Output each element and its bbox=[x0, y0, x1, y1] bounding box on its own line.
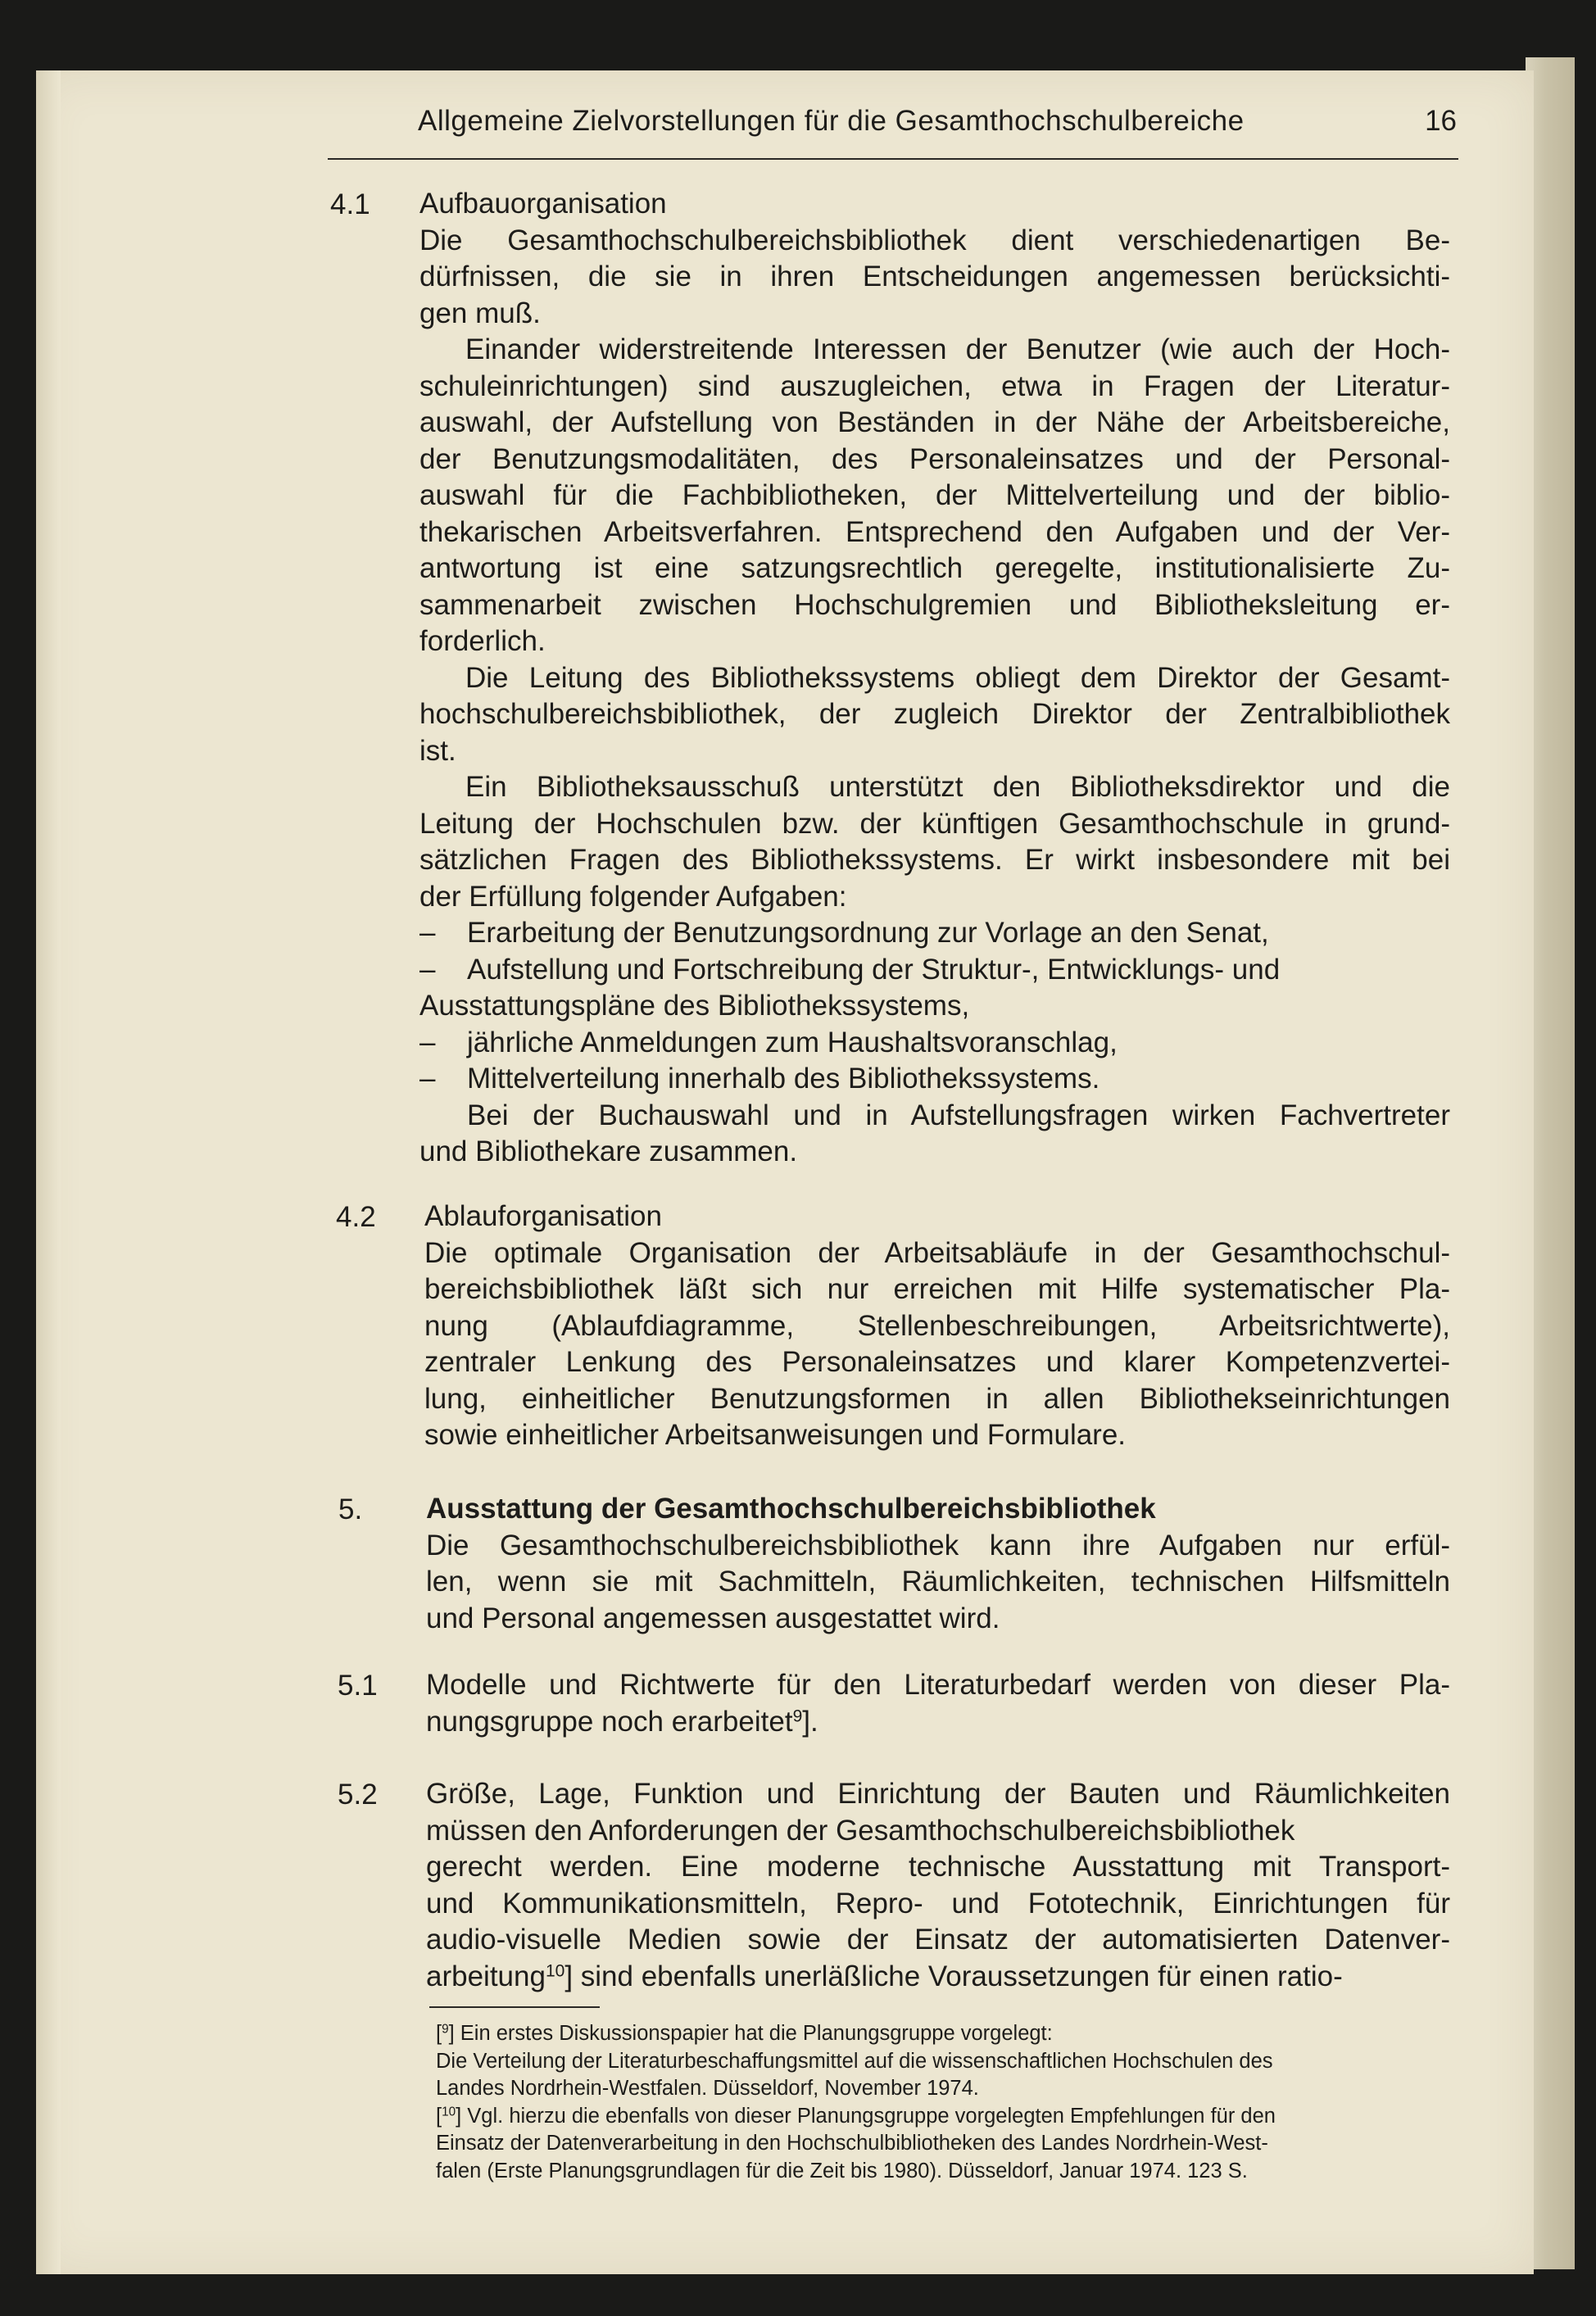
text-line: audio-visuelle Medien sowie der Einsatz der automatisierten Datenver- bbox=[426, 1924, 1450, 1956]
text-line: Einander widerstreitende Interessen der Benutzer (wie auch der Hoch- bbox=[465, 333, 1450, 365]
section-number: 5.2 bbox=[338, 1779, 378, 1811]
text-line: lung, einheitlicher Benutzungsformen in allen Bibliothekseinrichtungen bbox=[424, 1382, 1450, 1415]
text-line: Leitung der Hochschulen bzw. der künftigen Gesamthochschule in grund- bbox=[419, 807, 1450, 840]
footnote-9-line bbox=[436, 2020, 1434, 2048]
list-item-text: Aufstellung und Fortschreibung der Struktur-, Entwicklungs- und bbox=[467, 953, 1281, 986]
section-number: 4.1 bbox=[330, 188, 370, 220]
text-segment: arbeitung bbox=[426, 1960, 546, 1992]
text-line: gen muß. bbox=[419, 297, 541, 329]
section-number: 5.1 bbox=[338, 1670, 378, 1702]
text-line: dürfnissen, die sie in ihren Entscheidungen angemessen berücksichti- bbox=[419, 261, 1450, 292]
text-line: Bei der Buchauswahl und in Aufstellungsfragen wirken Fachvertreter bbox=[467, 1099, 1450, 1131]
text-line: und Personal angemessen ausgestattet wird. bbox=[426, 1602, 1000, 1634]
text-segment: ] sind ebenfalls unerläßliche Voraussetzungen für einen ratio- bbox=[564, 1960, 1343, 1992]
footnote-10-line bbox=[436, 2103, 1434, 2131]
running-header bbox=[418, 105, 1457, 146]
list-item-text: Erarbeitung der Benutzungsordnung zur Vorlage an den Senat, bbox=[467, 917, 1269, 949]
list-dash: – bbox=[419, 953, 436, 986]
page-gutter bbox=[36, 70, 61, 2274]
text-line: und Kommunikationsmitteln, Repro- und Fototechnik, Einrichtungen für bbox=[426, 1887, 1450, 1919]
footnote-text: falen (Erste Planungsgrundlagen für die Zeit bis 1980). Düsseldorf, Januar 1974. 123 S. bbox=[436, 2159, 1248, 2182]
text-segment: ]. bbox=[802, 1705, 818, 1738]
text-segment: nungsgruppe noch erarbeitet bbox=[426, 1705, 793, 1738]
list-item bbox=[419, 1061, 1450, 1098]
text-line bbox=[426, 1959, 1450, 1996]
list-item-text: jährliche Anmeldungen zum Haushaltsvoranschlag, bbox=[467, 1026, 1118, 1058]
text-line: sammenarbeit zwischen Hochschulgremien und Bibliotheksleitung er- bbox=[419, 588, 1450, 621]
text-line: thekarischen Arbeitsverfahren. Entsprechend den Aufgaben und der Ver- bbox=[419, 515, 1450, 548]
list-dash: – bbox=[419, 1026, 436, 1058]
text-line: gerecht werden. Eine moderne technische Ausstattung mit Transport- bbox=[426, 1851, 1450, 1883]
text-line: bereichsbibliothek läßt sich nur erreichen mit Hilfe systematischer Pla- bbox=[424, 1273, 1450, 1305]
list-item bbox=[419, 952, 1450, 989]
text-line: Die Gesamthochschulbereichsbibliothek dient verschiedenartigen Be- bbox=[419, 224, 1450, 256]
list-item bbox=[419, 915, 1450, 952]
text-line: Die Gesamthochschulbereichsbibliothek kann ihre Aufgaben nur erfül- bbox=[426, 1529, 1450, 1561]
text-line: und Bibliothekare zusammen. bbox=[419, 1135, 798, 1167]
footnote-mark: 10 bbox=[442, 2105, 456, 2119]
footnote-text: Die Verteilung der Literaturbeschaffungsmittel auf die wissenschaftlichen Hochschulen des bbox=[436, 2049, 1273, 2073]
section-body bbox=[419, 186, 1450, 1171]
section-heading: Ausstattung der Gesamthochschulbereichsbibliothek bbox=[426, 1493, 1156, 1525]
page-number: 16 bbox=[1425, 105, 1457, 137]
running-header-title: Allgemeine Zielvorstellungen für die Gesamthochschulbereiche bbox=[418, 105, 1245, 137]
list-item-text: Mittelverteilung innerhalb des Bibliothekssystems. bbox=[467, 1063, 1100, 1095]
text-line: schuleinrichtungen) sind auszugleichen, etwa in Fragen der Literatur- bbox=[419, 369, 1450, 402]
text-line: der Benutzungsmodalitäten, des Personaleinsatzes und der Personal- bbox=[419, 442, 1450, 475]
section-body bbox=[426, 1667, 1450, 1740]
footnotes bbox=[436, 2020, 1434, 2185]
list-item bbox=[419, 1025, 1450, 1062]
footnote-text: Landes Nordrhein-Westfalen. Düsseldorf, November 1974. bbox=[436, 2077, 979, 2100]
section-heading: Aufbauorganisation bbox=[419, 188, 667, 220]
footnote-mark-close: ] bbox=[456, 2104, 462, 2128]
text-line: zentraler Lenkung des Personaleinsatzes und klarer Kompetenzvertei- bbox=[424, 1346, 1450, 1378]
text-line: sowie einheitlicher Arbeitsanweisungen und Formulare. bbox=[424, 1419, 1127, 1451]
text-line: auswahl, der Aufstellung von Beständen in der Nähe der Arbeitsbereiche, bbox=[419, 406, 1450, 438]
text-line: len, wenn sie mit Sachmitteln, Räumlichkeiten, technischen Hilfsmitteln bbox=[426, 1566, 1450, 1598]
text-line: Größe, Lage, Funktion und Einrichtung der Bauten und Räumlichkeiten bbox=[426, 1778, 1450, 1810]
footnote-text: Einsatz der Datenverarbeitung in den Hochschulbibliotheken des Landes Nordrhein-West- bbox=[436, 2132, 1268, 2155]
text-line: Die Leitung des Bibliothekssystems obliegt dem Direktor der Gesamt- bbox=[465, 661, 1450, 694]
footnote-ref[interactable]: 10 bbox=[545, 1960, 565, 1980]
text-line: hochschulbereichsbibliothek, der zugleich Direktor der Zentralbibliothek bbox=[419, 698, 1450, 730]
list-item-continuation: Ausstattungspläne des Bibliothekssystems, bbox=[419, 990, 970, 1022]
header-rule bbox=[328, 158, 1458, 160]
footnote-mark-close: ] bbox=[448, 2022, 455, 2045]
section-heading: Ablauforganisation bbox=[424, 1200, 662, 1232]
section-body bbox=[426, 1491, 1450, 1637]
text-line: Die optimale Organisation der Arbeitsabläufe in der Gesamthochschul- bbox=[424, 1236, 1450, 1269]
text-line: Modelle und Richtwerte für den Literaturbedarf werden von dieser Pla- bbox=[426, 1669, 1450, 1701]
text-line: antwortung ist eine satzungsrechtlich geregelte, institutionalisierte Zu- bbox=[419, 552, 1450, 584]
section-body bbox=[426, 1776, 1450, 1995]
footnote-mark-open: [ bbox=[436, 2104, 442, 2128]
section-body bbox=[424, 1199, 1450, 1454]
footnote-text: Ein erstes Diskussionspapier hat die Planungsgruppe vorgelegt: bbox=[460, 2022, 1053, 2045]
footnote-text: Vgl. hierzu die ebenfalls von dieser Planungsgruppe vorgelegten Empfehlungen für den bbox=[467, 2104, 1276, 2128]
text-line: sätzlichen Fragen des Bibliothekssystems. Er wirkt insbesondere mit bei bbox=[419, 844, 1450, 876]
list-dash: – bbox=[419, 1063, 436, 1095]
footnote-mark-open: [ bbox=[436, 2022, 442, 2045]
text-line: nung (Ablaufdiagramme, Stellenbeschreibungen, Arbeitsrichtwerte), bbox=[424, 1309, 1450, 1342]
footnote-mark: 9 bbox=[442, 2022, 449, 2037]
text-line: auswahl für die Fachbibliotheken, der Mittelverteilung und der biblio- bbox=[419, 479, 1450, 511]
text-line: der Erfüllung folgender Aufgaben: bbox=[419, 880, 847, 913]
footnote-rule bbox=[429, 2006, 600, 2008]
footnote-ref[interactable]: 9 bbox=[792, 1706, 803, 1725]
section-number: 5. bbox=[338, 1493, 363, 1525]
list-dash: – bbox=[419, 917, 436, 949]
text-line: ist. bbox=[419, 734, 456, 767]
text-line bbox=[426, 1704, 1450, 1741]
text-line: müssen den Anforderungen der Gesamthochschulbereichsbibliothek bbox=[426, 1814, 1295, 1847]
text-line: forderlich. bbox=[419, 625, 546, 657]
text-line: Ein Bibliotheksausschuß unterstützt den Bibliotheksdirektor und die bbox=[465, 771, 1450, 803]
section-number: 4.2 bbox=[336, 1201, 376, 1233]
